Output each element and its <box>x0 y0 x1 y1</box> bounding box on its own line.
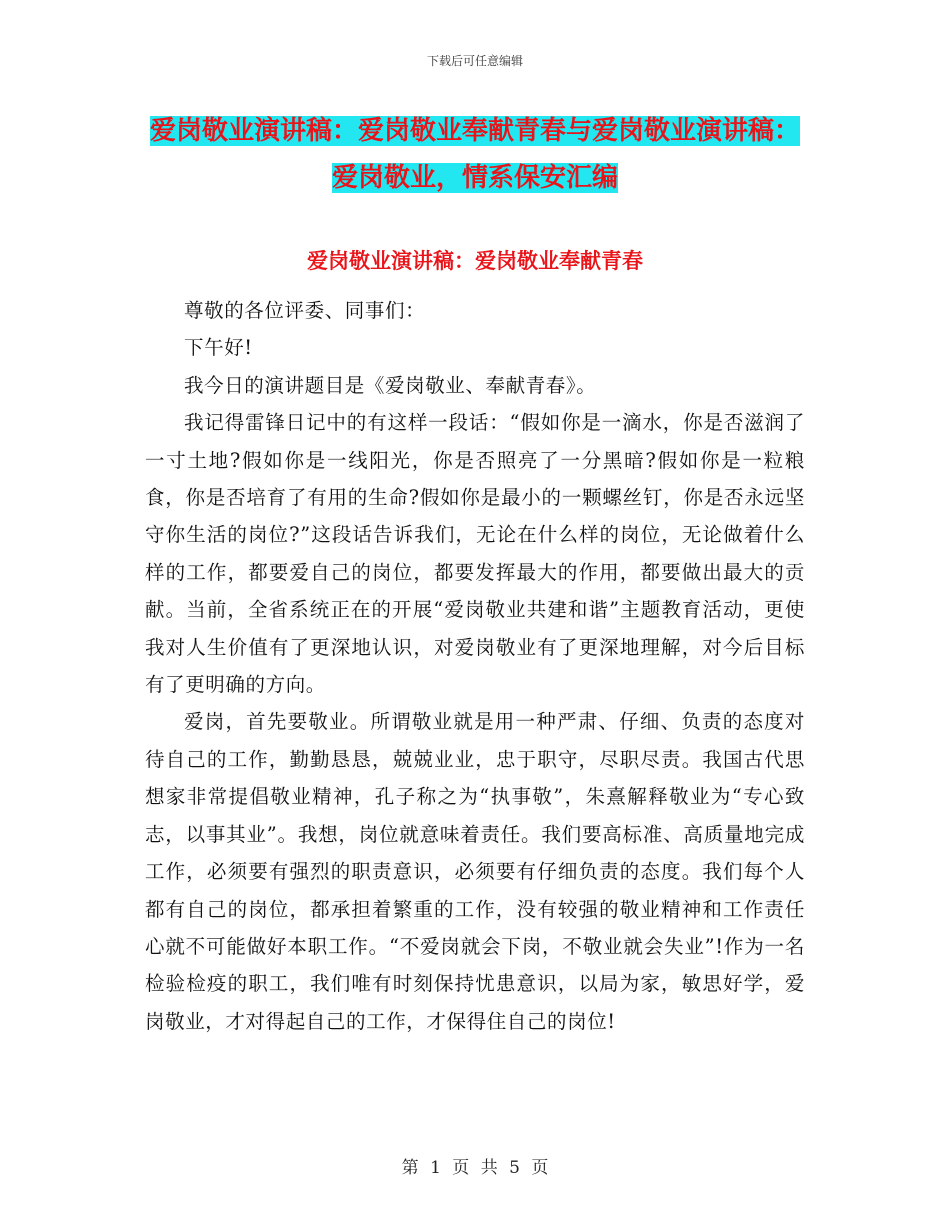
document-title-text: 爱岗敬业演讲稿：爱岗敬业奉献青春与爱岗敬业演讲稿：爱岗敬业，情系保安汇编 <box>149 116 800 193</box>
speech-body <box>145 292 805 1040</box>
greeting-line: 尊敬的各位评委、同事们： <box>184 299 426 322</box>
document-title <box>145 108 805 202</box>
salutation-line: 下午好! <box>184 336 253 360</box>
section-title: 爱岗敬业演讲稿：爱岗敬业奉献青春 <box>307 249 643 273</box>
body-paragraph: 爱岗，首先要敬业。所谓敬业就是用一种严肃、仔细、负责的态度对待自己的工作，勤勤恳恳，兢兢业业，忠于职守，尽职尽责。我国古代思想家非常提倡敬业精神，孔子称之为“执事敬”，朱熹解释敬业为“专心致志，以事其业”。我想，岗位就意味着责任。我们要高标准、高质量地完成工作，必须要有强烈的职责意识，必须要有仔细负责的态度。我们每个人都有自己的岗位，都承担着繁重的工作，没有较强的敬业精神和工作责任心就不可能做好本职工作。“不爱岗就会下岗，不敬业就会失业”!作为一名检验检疫的职工，我们唯有时刻保持忧患意识，以局为家，敏思好学，爱岗敬业，才对得起自己的工作，才保得住自己的岗位! <box>145 710 805 1033</box>
topic-paragraph: 我今日的演讲题目是《爱岗敬业、奉献青春》。 <box>184 373 597 397</box>
header-note: 下载后可任意编辑 <box>426 54 523 68</box>
page-footer: 第 1 页 共 5 页 <box>401 1158 549 1178</box>
body-paragraph: 我记得雷锋日记中的有这样一段话：“假如你是一滴水，你是否滋润了一寸土地?假如你是一线阳光，你是否照亮了一分黑暗?假如你是一粒粮食，你是否培育了有用的生命?假如你是最小的一颗螺丝钉，你是否永远坚守你生活的岗位?”这段话告诉我们，无论在什么样的岗位，无论做着什么样的工作，都要爱自己的岗位，都要发挥最大的作用，都要做出最大的贡献。当前，全省系统正在的开展“爱岗敬业共建和谐”主题教育活动，更使我对人生价值有了更深地认识，对爱岗敬业有了更深地理解，对今后目标有了更明确的方向。 <box>145 411 805 697</box>
